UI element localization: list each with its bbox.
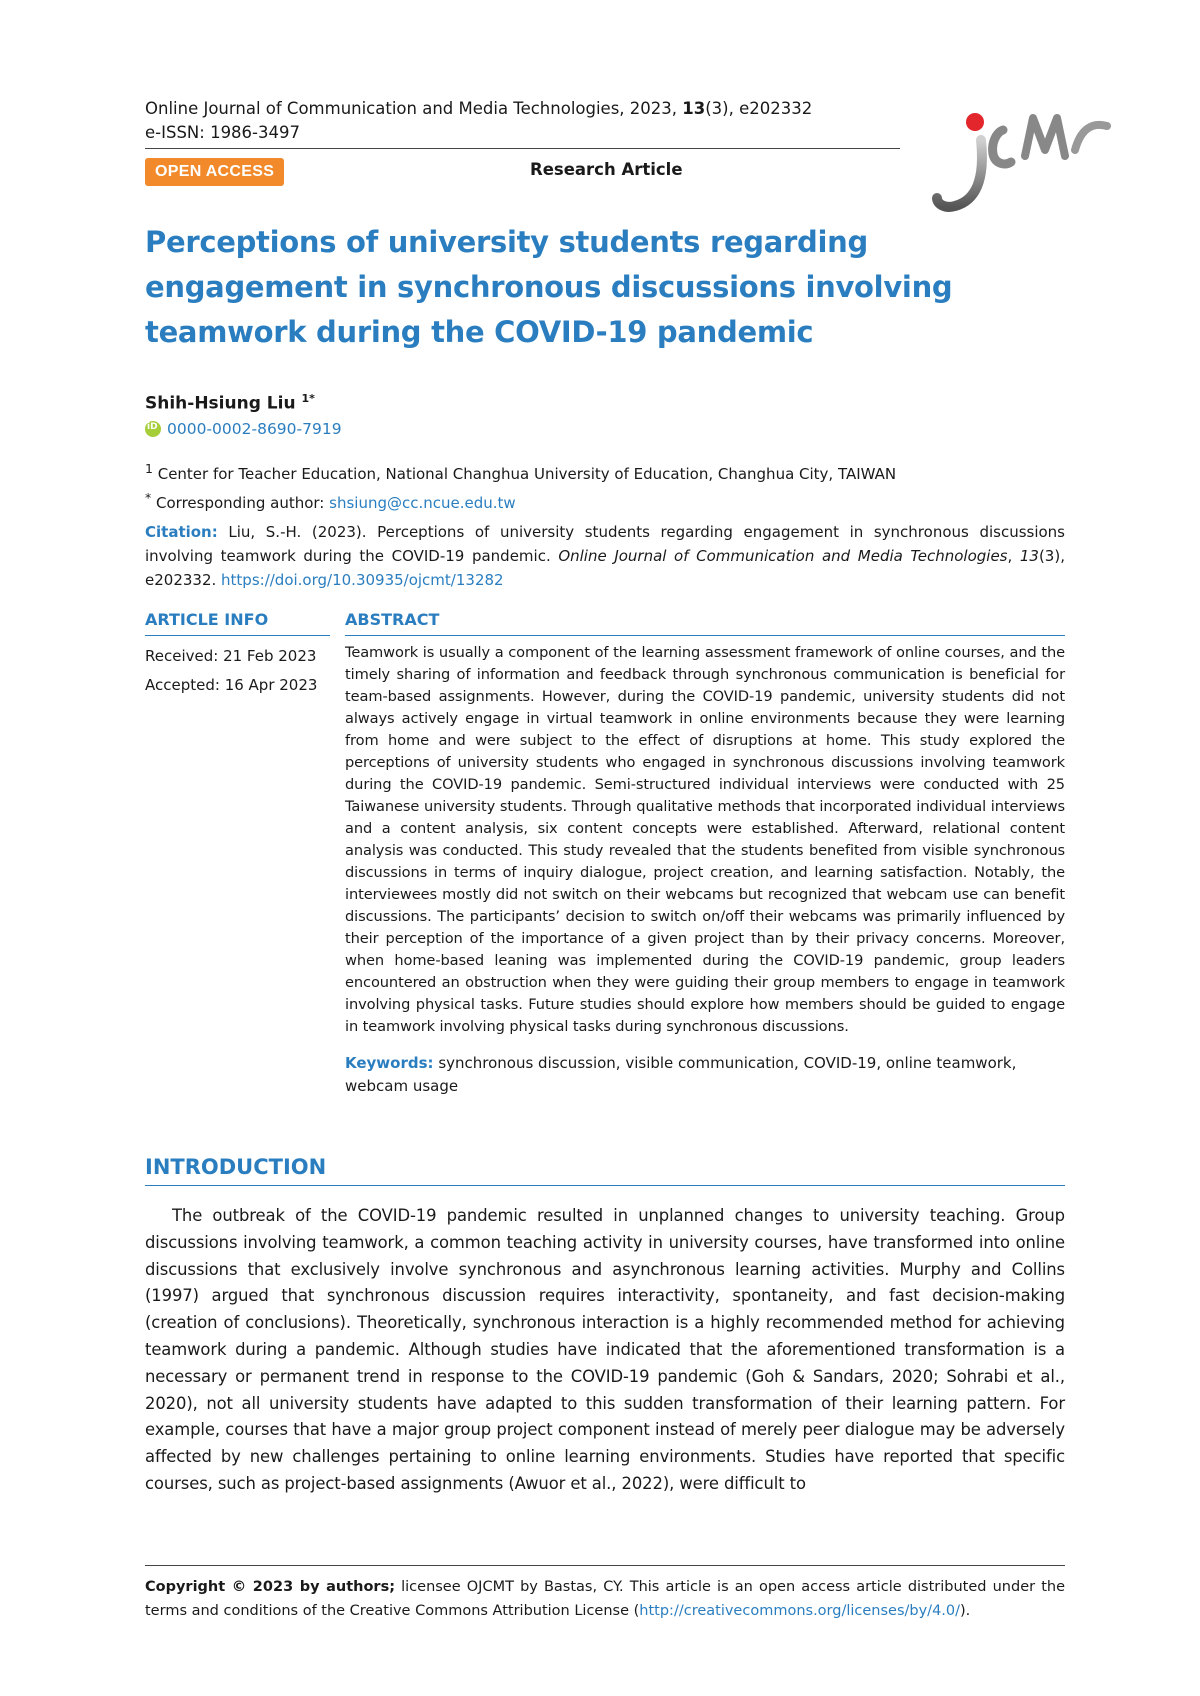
introduction-paragraph: The outbreak of the COVID-19 pandemic resulted in unplanned changes to university teaching. Group discussions involving teamwork, a common teaching activity in university courses, have transformed into online discussions that exclusively involve synchronous and asynchronous learning activities. Murphy and Collins (1997) argued that synchronous discussion requires interactivity, spontaneity, and fast decision-making (creation of conclusions). Theoretically, synchronous interaction is a highly recommended method for achieving teamwork during a pandemic. Although studies have indicated that the aforementioned transformation is a necessary or permanent trend in response to the COVID-19 pandemic (Goh & Sandars, 2020; Sohrabi et al., 2020), not all university students have adapted to this sudden transformation of their learning pattern. For example, courses that have a major group project component instead of merely peer dialogue may be adversely affected by new challenges pertaining to online learning environments. Studies have reported that specific courses, such as project-based assignments (Awuor et al., 2022), were difficult to xyxy=(145,1206,1065,1493)
keywords-label: Keywords: xyxy=(345,1054,434,1072)
abstract-text: Teamwork is usually a component of the learning assessment framework of online courses, and the timely sharing of information and feedback through synchronous communication is beneficial for team-based assignments. However, during the COVID-19 pandemic, university students did not always actively engage in virtual teamwork in online environments because they were learning from home and were subject to the effect of disruptions at home. This study explored the perceptions of university students who engaged in synchronous discussions involving teamwork during the COVID-19 pandemic. Semi-structured individual interviews were conducted with 25 Taiwanese university students. Through qualitative methods that incorporated individual interviews and a content analysis, six content concepts were established. Afterward, relational content analysis was conducted. This study revealed that the students benefited from visible synchronous discussions in terms of inquiry dialogue, project creation, and learning satisfaction. Notably, the interviewees mostly did not switch on their webcams but recognized that webcam use can benefit discussions. The participants’ decision to switch on/off their webcams was primarily influenced by their perception of the importance of a given project than by their privacy concerns. Moreover, when home-based leaning was implemented during the COVID-19 pandemic, group leaders encountered an obstruction when they were guiding their group members to engage in teamwork involving physical tasks. Future studies should explore how members should be guided to engage in teamwork involving physical tasks during synchronous discussions. xyxy=(345,644,1065,1035)
author-name: Shih-Hsiung Liu $^{1*}$ xyxy=(145,392,315,414)
issn: e-ISSN: 1986-3497 xyxy=(145,123,301,142)
open-access-badge: OPEN ACCESS xyxy=(145,158,284,186)
journal-citation-line: Online Journal of Communication and Media Technologies, 2023, 13(3), e202332 xyxy=(145,99,813,118)
author-superscript: 1* xyxy=(301,392,315,405)
license-link[interactable]: http://creativecommons.org/licenses/by/4.0/ xyxy=(639,1603,961,1619)
abstract-section xyxy=(345,610,1065,1098)
article-type: Research Article xyxy=(530,160,683,179)
ojcmt-logo-icon xyxy=(885,88,1200,228)
article-info-heading: ARTICLE INFO xyxy=(145,610,330,636)
header-divider xyxy=(145,148,900,149)
affiliation-line: $^1$ Center for Teacher Education, National Changhua University of Education, Changhua City, TAIWAN xyxy=(145,461,897,483)
received-date: Received: 21 Feb 2023 xyxy=(145,647,317,665)
volume-number: 13 xyxy=(682,99,706,118)
abstract-heading: ABSTRACT xyxy=(345,610,1065,636)
logo-text: ojcmt xyxy=(885,88,888,89)
citation-label: Citation: xyxy=(145,523,218,541)
corresponding-author-line: * Corresponding author: shsiung@cc.ncue.edu.tw xyxy=(145,490,516,512)
keywords: Keywords: synchronous discussion, visible communication, COVID-19, online teamwork, webcam usage xyxy=(345,1054,1017,1095)
affiliation-block xyxy=(145,457,896,515)
email-link[interactable]: shsiung@cc.ncue.edu.tw xyxy=(329,494,516,512)
accepted-date: Accepted: 16 Apr 2023 xyxy=(145,676,318,694)
article-title: Perceptions of university students regarding engagement in synchronous discussions involving teamwork during the COVID-19 pandemic xyxy=(145,225,953,349)
article-info-section xyxy=(145,610,330,700)
journal-header xyxy=(145,97,812,145)
citation-block: Citation: Liu, S.-H. (2023). Perceptions of university students regarding engagement in synchronous discussions involving teamwork during the COVID-19 pandemic. Online Journal of Communication and Media Technologies, 13(3), e202332. https://doi.org/10.30935/ojcmt/13282 xyxy=(145,523,1065,589)
orcid-icon xyxy=(145,421,161,437)
footer-divider xyxy=(145,1565,1065,1566)
orcid-link[interactable]: iD 0000-0002-8690-7919 xyxy=(145,420,342,438)
doi-link[interactable]: https://doi.org/10.30935/ojcmt/13282 xyxy=(221,571,504,589)
introduction-heading: INTRODUCTION xyxy=(145,1155,1065,1186)
copyright-footer: Copyright © 2023 by authors; licensee OJCMT by Bastas, CY. This article is an open access article distributed under the terms and conditions of the Creative Commons Attribution License (http://creativecommons.org/licenses/by/4.0/). xyxy=(145,1579,1065,1619)
